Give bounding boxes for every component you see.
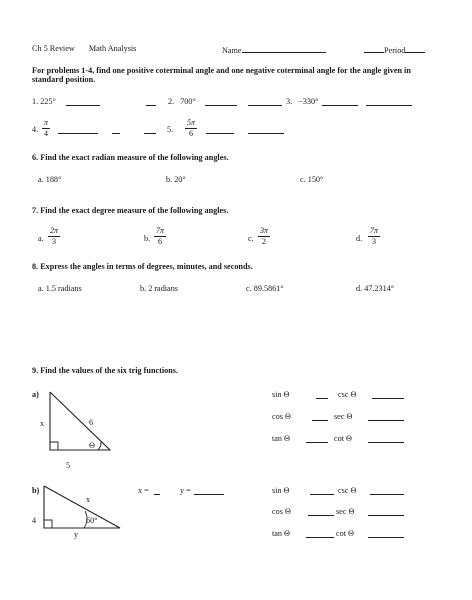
answer-9a-cos[interactable] <box>312 420 328 421</box>
section-6-heading: 6. Find the exact radian measure of the following angles. <box>32 153 229 162</box>
period-blank[interactable] <box>405 44 425 53</box>
answer-blank-4a[interactable] <box>58 133 98 134</box>
problem-7a-label: a. <box>38 234 44 243</box>
problem-4-fraction: $\frac{\pi}{4}$ <box>44 118 49 138</box>
solve-9b-x: x = <box>138 486 149 495</box>
answer-9a-sin[interactable] <box>316 398 328 399</box>
worksheet-title: Ch 5 Review Math Analysis <box>32 44 137 53</box>
answer-9a-sec[interactable] <box>368 420 404 421</box>
trig-9b-sec: sec Θ <box>336 507 355 516</box>
triangle-9a-hypotenuse: 6 <box>89 418 94 427</box>
trig-9b-cos: cos Θ <box>272 507 291 516</box>
section-7-heading: 7. Find the exact degree measure of the following angles. <box>32 206 229 215</box>
triangle-9b-side-x: x <box>86 495 91 504</box>
problem-7b-fraction: $\frac{7\pi}{6}$ <box>156 226 165 246</box>
answer-9b-csc[interactable] <box>370 494 404 495</box>
problem-7d-label: d. <box>356 234 363 243</box>
answer-blank-3a[interactable] <box>322 105 358 106</box>
triangle-9a-base: 5 <box>66 461 71 470</box>
triangle-9a-right-angle <box>50 442 58 450</box>
problem-3: 3. −330° <box>286 97 319 106</box>
problem-7b-label: b. <box>144 234 151 243</box>
trig-9b-sin: sin Θ <box>272 486 290 495</box>
trig-9b-cot: cot Θ <box>336 529 354 538</box>
trig-9a-cos: cos Θ <box>272 412 291 421</box>
triangle-9b-angle: 60° <box>86 516 98 525</box>
triangle-9b-side-left: 4 <box>32 516 37 525</box>
answer-blank-5a[interactable] <box>206 133 234 134</box>
answer-blank-1b[interactable] <box>146 105 156 106</box>
problem-7d-fraction: $\frac{7\pi}{3}$ <box>370 226 379 246</box>
triangle-9b-shape <box>44 486 120 528</box>
problem-8b: b. 2 radians <box>140 284 178 293</box>
problem-8c: c. 89.5861° <box>246 284 284 293</box>
problem-5-number: 5. <box>167 125 174 134</box>
triangle-9a-angle: Θ <box>89 441 95 450</box>
problem-1: 1. 225° <box>32 97 56 106</box>
answer-blank-5b[interactable] <box>248 133 284 134</box>
problem-5-fraction: $\frac{5\pi}{6}$ <box>187 118 196 138</box>
trig-9b-csc: csc Θ <box>338 486 357 495</box>
trig-9a-csc: csc Θ <box>338 390 357 399</box>
answer-9b-y[interactable] <box>194 494 224 495</box>
trig-9a-sin: sin Θ <box>272 390 290 399</box>
answer-9b-x[interactable] <box>154 494 160 495</box>
answer-9b-tan[interactable] <box>306 537 334 538</box>
answer-blank-1a[interactable] <box>66 105 100 106</box>
problem-8a: a. 1.5 radians <box>38 284 82 293</box>
trig-9b-tan: tan Θ <box>272 529 290 538</box>
problem-9a-label: a) <box>32 390 39 399</box>
solve-9b-y: y = <box>180 486 191 495</box>
answer-blank-4c[interactable] <box>144 133 156 134</box>
answer-9b-sin[interactable] <box>310 494 334 495</box>
answer-blank-4b[interactable] <box>112 133 120 134</box>
triangle-9a-shape <box>50 392 110 450</box>
period-field[interactable]: Period <box>364 44 425 55</box>
problem-7c-label: c. <box>248 234 254 243</box>
trig-9a-sec: sec Θ <box>334 412 353 421</box>
answer-blank-2b[interactable] <box>248 105 282 106</box>
problem-7c-fraction: $\frac{3\pi}{2}$ <box>260 226 269 246</box>
problem-6a: a. 188° <box>38 175 62 184</box>
problem-9b-label: b) <box>32 486 40 495</box>
answer-blank-2a[interactable] <box>205 105 237 106</box>
answer-9a-tan[interactable] <box>306 442 328 443</box>
triangle-9b-right-angle <box>44 520 52 528</box>
name-blank[interactable] <box>242 44 326 53</box>
answer-9b-sec[interactable] <box>368 515 404 516</box>
problem-6c: c. 150° <box>300 175 324 184</box>
answer-9a-cot[interactable] <box>368 442 404 443</box>
problem-7a-fraction: $\frac{2\pi}{3}$ <box>50 226 59 246</box>
answer-9b-cos[interactable] <box>308 515 334 516</box>
problem-4-number: 4. <box>32 125 39 134</box>
name-field[interactable]: Name <box>222 44 326 55</box>
triangle-9a-angle-arc <box>98 441 101 450</box>
answer-9b-cot[interactable] <box>368 537 404 538</box>
answer-blank-3b[interactable] <box>366 105 412 106</box>
problem-8d: d. 47.2314° <box>356 284 395 293</box>
problem-6b: b. 20° <box>166 175 186 184</box>
triangle-9a-side-x: x <box>40 419 45 428</box>
trig-9a-cot: cot Θ <box>334 434 352 443</box>
problem-2: 2. 700° <box>168 97 196 106</box>
instructions-coterminal: For problems 1-4, find one positive coterminal angle and one negative coterminal angle for the angle given in standard position. <box>32 66 411 85</box>
section-9-heading: 9. Find the values of the six trig functions. <box>32 366 179 375</box>
trig-9a-tan: tan Θ <box>272 434 290 443</box>
answer-9a-csc[interactable] <box>372 398 404 399</box>
triangle-9b-side-y: y <box>74 530 79 539</box>
section-8-heading: 8. Express the angles in terms of degrees, minutes, and seconds. <box>32 262 253 271</box>
